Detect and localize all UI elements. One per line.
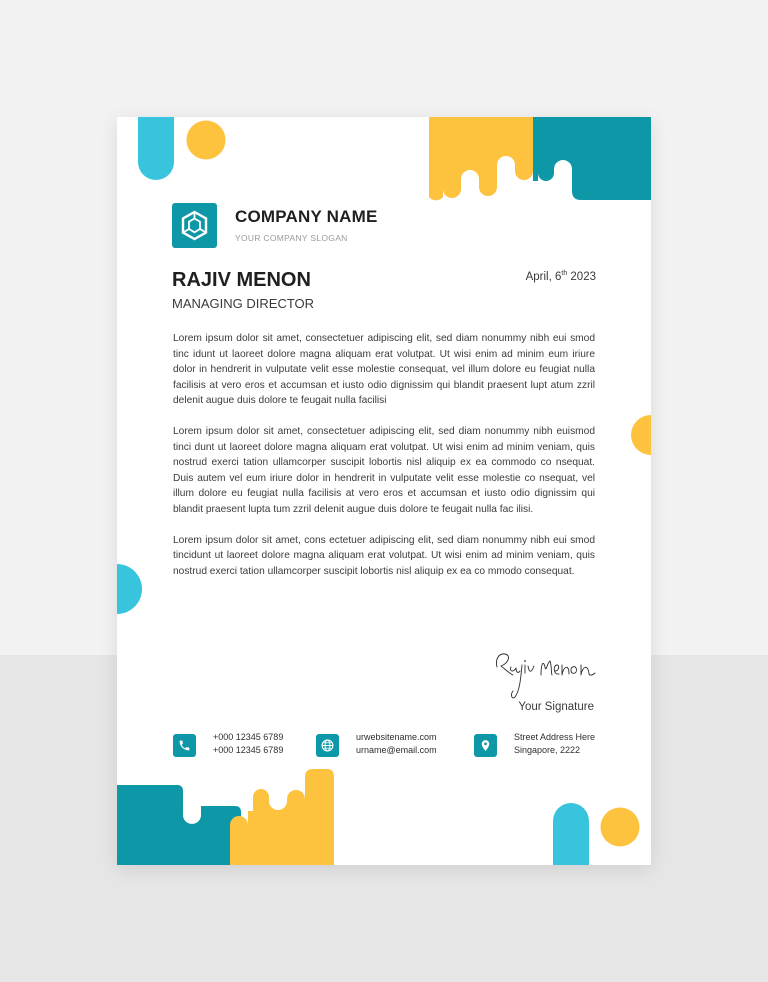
phone-number-1: +000 12345 6789 [213, 732, 284, 742]
globe-icon [316, 734, 339, 757]
handwritten-signature [489, 645, 601, 701]
letterhead-page [117, 117, 651, 865]
date-prefix: April, 6 [525, 270, 562, 283]
phone-number-2: +000 12345 6789 [213, 744, 284, 755]
yellow-bottom-circle-shape [601, 808, 640, 847]
signature-label: Your Signature [518, 701, 594, 713]
hexagon-cube-icon [172, 203, 217, 248]
sender-title: MANAGING DIRECTOR [172, 296, 315, 311]
yellow-half-circle-shape [628, 415, 651, 455]
company-logo [172, 203, 217, 248]
street-address: Street Address Here [514, 732, 596, 742]
date-year: 2023 [567, 270, 596, 283]
city-address: Singapore, 2222 [514, 744, 581, 755]
date-suffix: th [561, 270, 568, 277]
top-right-shapes [427, 117, 651, 207]
sky-pill-shape [138, 117, 174, 180]
email-text: urname@email.com [356, 744, 437, 755]
yellow-blob-shape [429, 117, 533, 200]
phone-lines [213, 731, 283, 756]
sky-bottom-pill-shape [553, 803, 589, 865]
address-lines [514, 731, 595, 756]
company-name: COMPANY NAME [235, 207, 378, 226]
body-paragraph-2: Lorem ipsum dolor sit amet, consectetuer adipiscing elit, sed diam nonummy nibh euismod tinci dunt ut laoreet dolore magna aliquam erat volutpat. Ut wisi enim ad minim veniam, quis nostrud exerci tation ullamcorper suscipit lobortis nisl aliquip ex ea commodo co nsequat. Duis autem vel eum iriure dolor in hendrerit in vulputate velit esse molestie co nsequat, vel illum dolore eu feugiat nulla facilisis at vero eros et accumsan et iusto odio dignissim qui blandit praesent lupta tum zzril delenit augue duis dolore te feugait nulla fac ilisi. [173, 425, 595, 515]
teal-blob-shape [533, 117, 651, 200]
letter-body [173, 331, 595, 594]
sky-half-circle-shape [117, 564, 152, 614]
bottom-left-shapes [117, 769, 335, 865]
letter-date [526, 270, 596, 283]
top-left-shapes [117, 117, 237, 187]
yellow-bottom-blob-shape [230, 769, 334, 865]
phone-icon [173, 734, 196, 757]
bottom-right-shapes [547, 803, 651, 865]
yellow-circle-shape [187, 121, 226, 160]
body-paragraph-3: Lorem ipsum dolor sit amet, cons ectetuer adipiscing elit, sed diam nonummy nibh eui smod tincidunt ut laoreet dolore magna aliquam erat volutpat. Ut wisi enim ad minim veniam, quis nostrud exerci tation ullamcorper suscipit lobortis nisl aliquip ex ea co mmodo consequat. [173, 534, 595, 577]
website-text: urwebsitename.com [356, 732, 437, 742]
web-lines [356, 731, 437, 756]
teal-bottom-blob-shape [117, 785, 241, 865]
company-slogan: YOUR COMPANY SLOGAN [235, 233, 348, 243]
body-paragraph-1: Lorem ipsum dolor sit amet, consectetuer adipiscing elit, sed diam nonummy nibh eui smod tinc idunt ut laoreet dolore magna aliquam erat volutpat. Ut wisi enim ad minim eum iriure dolor in hendrerit in vulputate velit esse molestie consequat, vel illum dolore eu feugiat nulla facilisis at vero eros et accumsan et iusto odio dignissim qui blandit praesent lupt atum zzril delenit augue duis dolore te feugait nulla facilisi [173, 333, 595, 407]
location-pin-icon [474, 734, 497, 757]
sender-name: RAJIV MENON [172, 269, 311, 291]
